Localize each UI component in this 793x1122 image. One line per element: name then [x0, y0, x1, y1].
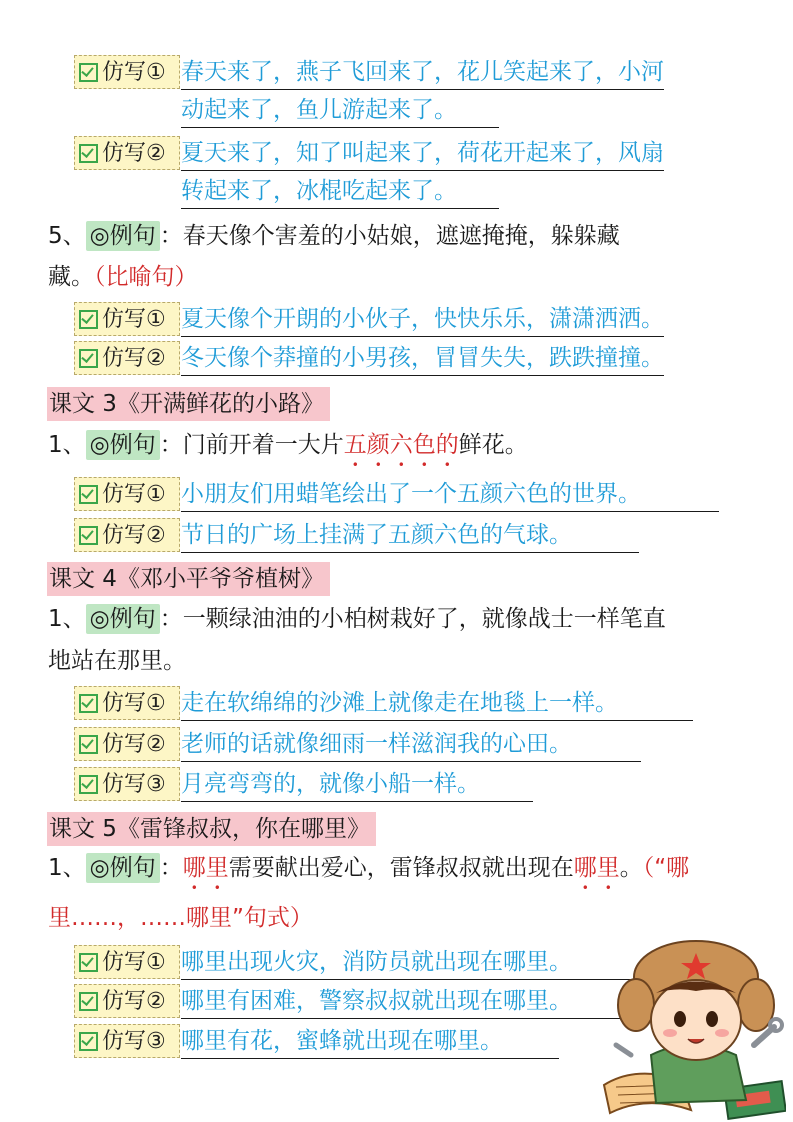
answer-text: 哪里有花，蜜蜂就出现在哪里。: [181, 1026, 559, 1059]
tag-label: 仿写②: [102, 731, 166, 757]
checkbox-icon: [79, 485, 98, 504]
example-sentence-cont: 地站在那里。: [48, 648, 186, 674]
lesson-title: 课文 4《邓小平爷爷植树》: [47, 562, 330, 596]
example-sentence-cont: [48, 262, 198, 292]
answer-text: 春天来了，燕子飞回来了，花儿笑起来了，小河: [181, 57, 664, 90]
example-label: ◎例句: [86, 604, 160, 634]
answer-text: 哪里有困难，警察叔叔就出现在哪里。: [181, 986, 633, 1019]
checkbox-icon: [79, 310, 98, 329]
example-sentence: [48, 221, 620, 251]
fangxie-tag-3: [74, 767, 180, 801]
fangxie-tag-2: [74, 136, 180, 170]
tag-label: 仿写①: [102, 59, 166, 85]
sentence-type-note: （比喻句）: [94, 264, 198, 290]
answer-text: 夏天来了，知了叫起来了，荷花开起来了，风扇: [181, 138, 664, 171]
checkbox-icon: [79, 694, 98, 713]
example-sentence: [48, 853, 689, 895]
tag-label: 仿写②: [102, 522, 166, 548]
fangxie-tag-2: [74, 984, 180, 1018]
answer-text: 老师的话就像细雨一样滋润我的心田。: [181, 729, 641, 762]
example-label: ◎例句: [86, 221, 160, 251]
fangxie-tag-2: [74, 518, 180, 552]
fangxie-tag-1: [74, 477, 180, 511]
key-word: 哪里: [182, 855, 229, 881]
tag-label: 仿写③: [102, 1028, 166, 1054]
fangxie-tag-1: [74, 686, 180, 720]
answer-text: 哪里出现火灾，消防员就出现在哪里。: [181, 947, 633, 980]
checkbox-icon: [79, 735, 98, 754]
sentence-type-note: （“哪: [642, 855, 690, 881]
checkbox-icon: [79, 526, 98, 545]
checkbox-icon: [79, 775, 98, 794]
tag-label: 仿写①: [102, 949, 166, 975]
tag-label: 仿写②: [102, 988, 166, 1014]
answer-text: 转起来了，冰棍吃起来了。: [181, 176, 499, 209]
checkbox-icon: [79, 63, 98, 82]
answer-text: 走在软绵绵的沙滩上就像走在地毯上一样。: [181, 688, 693, 721]
fangxie-tag-1: [74, 302, 180, 336]
example-sentence: [48, 604, 666, 634]
key-phrase: 五颜六色的: [343, 432, 459, 458]
tag-label: 仿写①: [102, 306, 166, 332]
answer-text: 夏天像个开朗的小伙子，快快乐乐，潇潇洒洒。: [181, 304, 664, 337]
colon: ：: [159, 223, 183, 249]
fangxie-tag-1: [74, 945, 180, 979]
example-text: 鲜花。: [458, 432, 528, 458]
example-text: ：一颗绿油油的小柏树栽好了，就像战士一样笔直: [159, 606, 666, 632]
answer-text: 动起来了，鱼儿游起来了。: [181, 95, 499, 128]
sentence-type-note-cont: 里……，……哪里”句式）: [48, 905, 313, 931]
answer-text: 月亮弯弯的，就像小船一样。: [181, 769, 533, 802]
key-word: 哪里: [573, 855, 620, 881]
lesson-title: 课文 3《开满鲜花的小路》: [47, 387, 330, 421]
example-label: ◎例句: [86, 430, 160, 460]
checkbox-icon: [79, 992, 98, 1011]
checkbox-icon: [79, 1032, 98, 1051]
colon: ：: [159, 855, 183, 881]
tag-label: 仿写①: [102, 481, 166, 507]
fangxie-tag-2: [74, 727, 180, 761]
cartoon-boy-illustration: [596, 935, 786, 1120]
checkbox-icon: [79, 349, 98, 368]
example-text: 。: [619, 855, 643, 881]
example-label: ◎例句: [86, 853, 160, 883]
fangxie-tag-3: [74, 1024, 180, 1058]
answer-text: 节日的广场上挂满了五颜六色的气球。: [181, 520, 639, 553]
fangxie-tag-2: [74, 341, 180, 375]
fangxie-tag-1: [74, 55, 180, 89]
item-number: 1、: [48, 855, 86, 881]
tag-label: 仿写①: [102, 690, 166, 716]
example-text: ：门前开着一大片: [159, 432, 344, 458]
item-number: 5、: [48, 223, 86, 249]
checkbox-icon: [79, 144, 98, 163]
tag-label: 仿写②: [102, 140, 166, 166]
tag-label: 仿写②: [102, 345, 166, 371]
item-number: 1、: [48, 606, 86, 632]
lesson-title: 课文 5《雷锋叔叔，你在哪里》: [47, 812, 376, 846]
tag-label: 仿写③: [102, 771, 166, 797]
example-text: 藏。: [48, 264, 94, 290]
answer-text: 小朋友们用蜡笔绘出了一个五颜六色的世界。: [181, 479, 719, 512]
example-sentence: [48, 430, 528, 472]
example-text: 春天像个害羞的小姑娘，遮遮掩掩，躲躲藏: [182, 223, 620, 249]
example-text: 需要献出爱心，雷锋叔叔就出现在: [228, 855, 574, 881]
answer-text: 冬天像个莽撞的小男孩，冒冒失失，跌跌撞撞。: [181, 343, 664, 376]
item-number: 1、: [48, 432, 86, 458]
checkbox-icon: [79, 953, 98, 972]
